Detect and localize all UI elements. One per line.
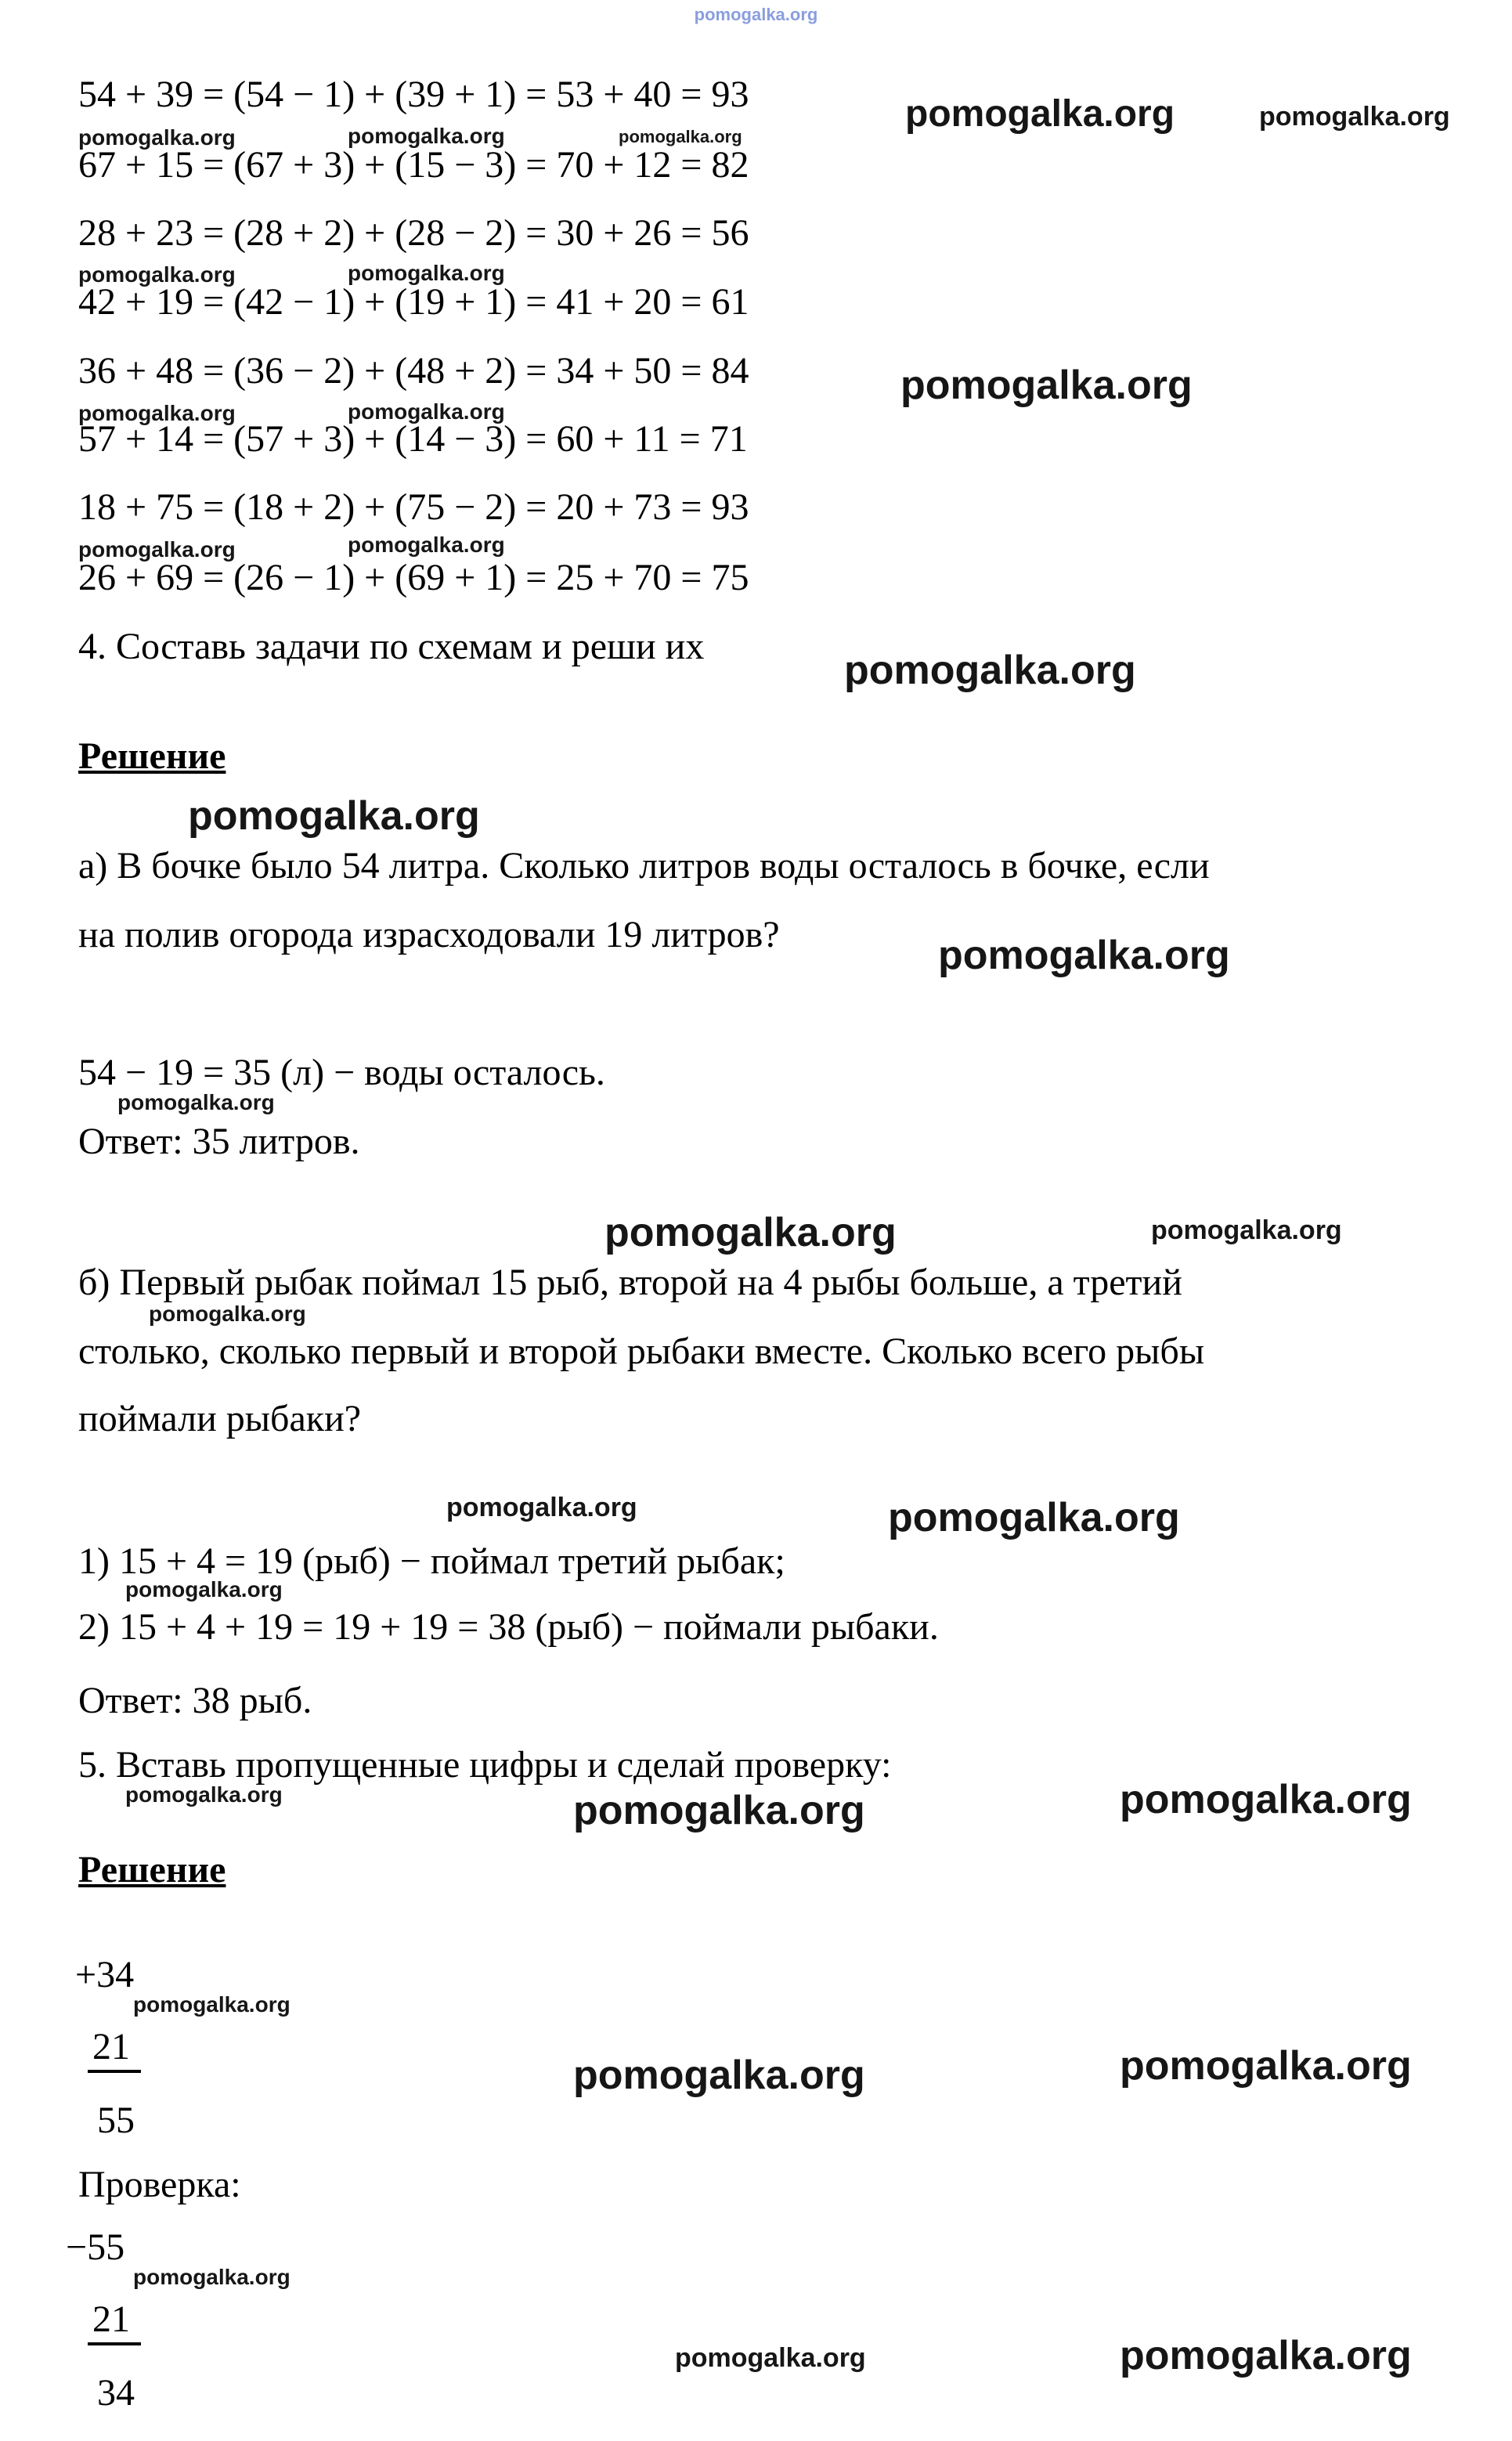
watermark: pomogalka.org	[1259, 102, 1450, 132]
task5-solution-label: Решение	[78, 1849, 226, 1890]
check-row-1: −55	[66, 2226, 125, 2268]
task5-heading: 5. Вставь пропущенные цифры и сделай проверку:	[78, 1744, 892, 1786]
equation-line: 28 + 23 = (28 + 2) + (28 − 2) = 30 + 26 = 56	[78, 212, 749, 254]
addition-row-3: 55	[97, 2100, 135, 2141]
check-row-2	[88, 2298, 141, 2345]
watermark: pomogalka.org	[149, 1302, 306, 1326]
watermark: pomogalka.org	[78, 401, 236, 425]
watermark: pomogalka.org	[844, 648, 1136, 693]
task4a-text-line2: на полив огорода израсходовали 19 литров?	[78, 914, 780, 955]
watermark: pomogalka.org	[1120, 2043, 1412, 2089]
watermark: pomogalka.org	[133, 2265, 290, 2289]
equation-line: 57 + 14 = (57 + 3) + (14 − 3) = 60 + 11 = 71	[78, 418, 748, 460]
task4b-answer: Ответ: 38 рыб.	[78, 1680, 312, 1721]
watermark: pomogalka.org	[348, 261, 505, 285]
watermark: pomogalka.org	[905, 93, 1175, 135]
task4b-step1: 1) 15 + 4 = 19 (рыб) − поймал третий рыбак;	[78, 1540, 785, 1582]
watermark: pomogalka.org	[604, 1210, 897, 1255]
watermark: pomogalka.org	[573, 1788, 865, 1833]
watermark: pomogalka.org	[888, 1495, 1180, 1540]
watermark: pomogalka.org	[675, 2343, 866, 2373]
watermark: pomogalka.org	[573, 2053, 865, 2098]
addition-row-1: +34	[75, 1954, 135, 1995]
watermark-top: pomogalka.org	[694, 5, 818, 24]
task4a-text-line1: а) В бочке было 54 литра. Сколько литров воды осталось в бочке, если	[78, 845, 1210, 886]
addition-row-2	[88, 2025, 141, 2073]
check-sum-line: 21	[88, 2298, 141, 2345]
watermark: pomogalka.org	[125, 1577, 283, 1601]
watermark: pomogalka.org	[348, 124, 505, 148]
watermark: pomogalka.org	[125, 1782, 283, 1807]
equation-line: 18 + 75 = (18 + 2) + (75 − 2) = 20 + 73 = 93	[78, 486, 749, 528]
task4-solution-label: Решение	[78, 735, 226, 777]
watermark: pomogalka.org	[1120, 1777, 1412, 1822]
check-label: Проверка:	[78, 2164, 241, 2205]
task4a-answer: Ответ: 35 литров.	[78, 1121, 360, 1162]
watermark: pomogalka.org	[133, 1992, 290, 2017]
equation-line: 67 + 15 = (67 + 3) + (15 − 3) = 70 + 12 = 82	[78, 144, 749, 186]
task4b-step2: 2) 15 + 4 + 19 = 19 + 19 = 38 (рыб) − поймали рыбаки.	[78, 1606, 939, 1648]
equation-line: 26 + 69 = (26 − 1) + (69 + 1) = 25 + 70 = 75	[78, 557, 749, 598]
equation-line: 36 + 48 = (36 − 2) + (48 + 2) = 34 + 50 = 84	[78, 350, 749, 392]
task4a-equation: 54 − 19 = 35 (л) − воды осталось.	[78, 1052, 605, 1093]
watermark: pomogalka.org	[78, 262, 236, 287]
watermark: pomogalka.org	[78, 537, 236, 562]
watermark: pomogalka.org	[188, 793, 480, 839]
addition-sum-line: 21	[88, 2025, 141, 2073]
watermark: pomogalka.org	[938, 933, 1230, 978]
task4b-text-line1: б) Первый рыбак поймал 15 рыб, второй на 4 рыбы больше, а третий	[78, 1262, 1182, 1303]
task4b-text-line3: поймали рыбаки?	[78, 1398, 362, 1439]
equation-line: 54 + 39 = (54 − 1) + (39 + 1) = 53 + 40 = 93	[78, 74, 749, 115]
task4b-text-line2: столько, сколько первый и второй рыбаки вместе. Сколько всего рыбы	[78, 1331, 1205, 1372]
watermark: pomogalka.org	[1120, 2333, 1412, 2378]
watermark: pomogalka.org	[446, 1493, 637, 1522]
watermark: pomogalka.org	[348, 399, 505, 424]
task4-heading: 4. Составь задачи по схемам и реши их	[78, 626, 705, 667]
equation-line: 42 + 19 = (42 − 1) + (19 + 1) = 41 + 20 = 61	[78, 281, 749, 323]
watermark: pomogalka.org	[1151, 1215, 1342, 1245]
watermark: pomogalka.org	[900, 363, 1193, 408]
watermark: pomogalka.org	[117, 1090, 275, 1114]
check-row-3: 34	[97, 2372, 135, 2414]
watermark: pomogalka.org	[348, 533, 505, 557]
watermark: pomogalka.org	[619, 127, 742, 146]
watermark: pomogalka.org	[78, 125, 236, 150]
